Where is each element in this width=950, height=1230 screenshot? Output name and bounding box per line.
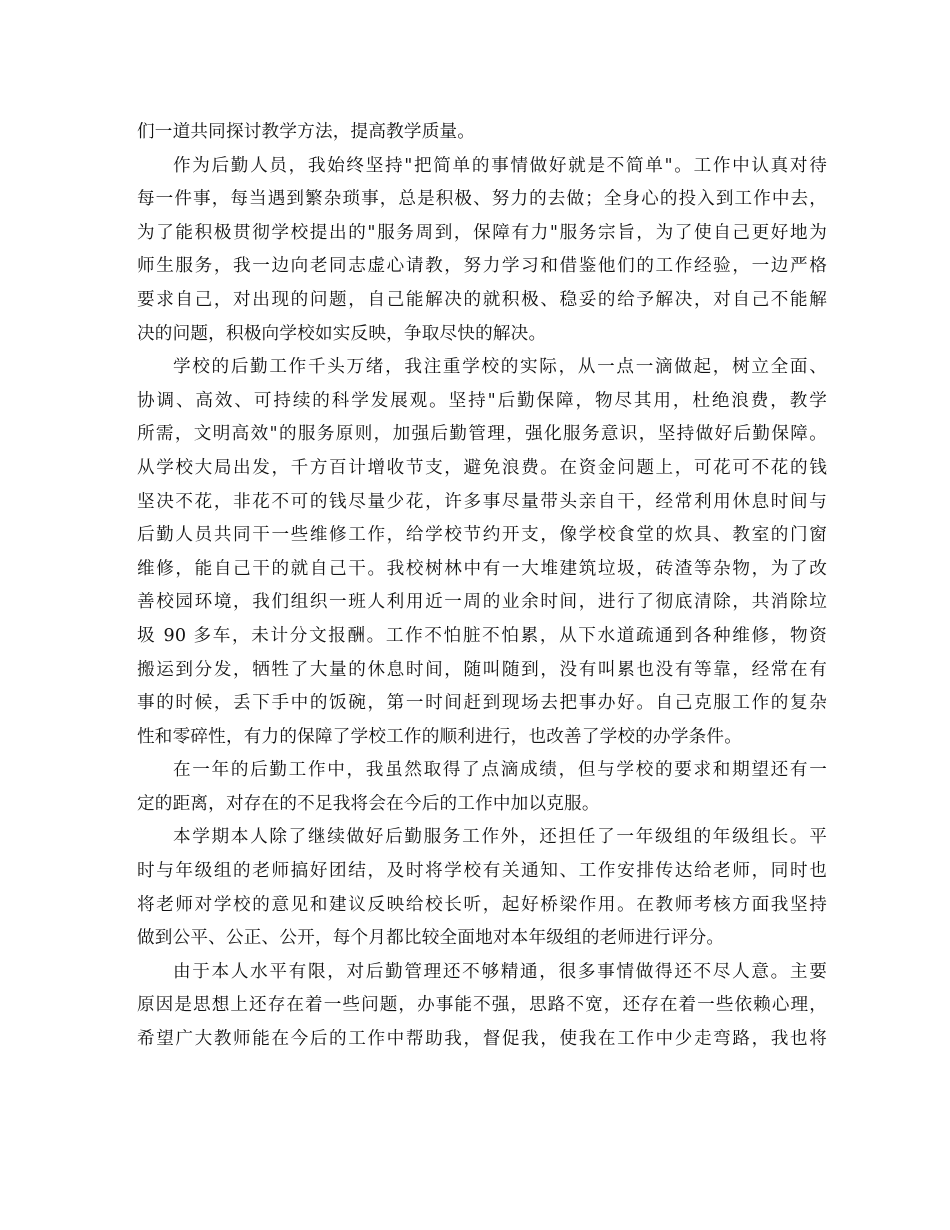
text-line: 从学校大局出发，千方百计增收节支，避免浪费。在资金问题上，可花可不花的钱	[137, 457, 827, 478]
text-line: 学校的后勤工作千头万绪，我注重学校的实际，从一点一滴做起，树立全面、	[173, 357, 827, 378]
text-line: 圾 90 多车，未计分文报酬。工作不怕脏不怕累，从下水道疏通到各种维修，物资	[137, 625, 827, 646]
text-line: 坚决不花，非花不可的钱尽量少花，许多事尽量带头亲自干，经常利用休息时间与	[137, 491, 827, 512]
paragraph	[137, 821, 827, 955]
text-line: 维修，能自己干的就自己干。我校树林中有一大堆建筑垃圾，砖渣等杂物，为了改	[137, 558, 827, 579]
text-line: 原因是思想上还存在着一些问题，办事能不强，思路不宽，还存在着一些依赖心理，	[137, 995, 827, 1016]
text-line: 协调、高效、可持续的科学发展观。坚持"后勤保障，物尽其用，杜绝浪费，教学	[137, 390, 827, 411]
text-line: 希望广大教师能在今后的工作中帮助我，督促我，使我在工作中少走弯路，我也将	[137, 1029, 827, 1050]
paragraph	[137, 116, 827, 150]
text-line: 搬运到分发，牺牲了大量的休息时间，随叫随到，没有叫累也没有等靠，经常在有	[137, 659, 827, 680]
text-line: 们一道共同探讨教学方法，提高教学质量。	[137, 122, 476, 142]
text-line: 后勤人员共同干一些维修工作，给学校节约开支，像学校食堂的炊具、教室的门窗	[137, 525, 827, 546]
text-line: 时与年级组的老师搞好团结，及时将学校有关通知、工作安排传达给老师，同时也	[137, 861, 827, 882]
text-line: 本学期本人除了继续做好后勤服务工作外，还担任了一年级组的年级组长。平	[173, 827, 827, 848]
paragraph	[137, 150, 827, 352]
text-line: 定的距离，对存在的不足我将会在今后的工作中加以克服。	[137, 793, 600, 814]
text-line: 做到公平、公正、公开，每个月都比较全面地对本年级组的老师进行评分。	[137, 928, 725, 949]
text-line: 决的问题，积极向学校如实反映，争取尽快的解决。	[137, 323, 547, 344]
text-line: 善校园环境，我们组织一班人利用近一周的业余时间，进行了彻底清除，共消除垃	[137, 592, 827, 613]
text-line: 师生服务，我一边向老同志虚心请教，努力学习和借鉴他们的工作经验，一边严格	[137, 256, 827, 277]
text-line: 为了能积极贯彻学校提出的"服务周到，保障有力"服务宗旨，为了使自己更好地为	[137, 222, 827, 243]
text-line: 由于本人水平有限，对后勤管理还不够精通，很多事情做得还不尽人意。主要	[173, 961, 827, 982]
paragraph	[137, 351, 827, 754]
document-body	[137, 116, 827, 1057]
text-line: 要求自己，对出现的问题，自己能解决的就积极、稳妥的给予解决，对自己不能解	[137, 289, 827, 310]
text-line: 在一年的后勤工作中，我虽然取得了点滴成绩，但与学校的要求和期望还有一	[173, 760, 827, 781]
text-line: 作为后勤人员，我始终坚持"把简单的事情做好就是不简单"。工作中认真对待	[173, 155, 827, 176]
text-line: 每一件事，每当遇到繁杂琐事，总是积极、努力的去做；全身心的投入到工作中去，	[137, 189, 827, 210]
text-line: 事的时候，丢下手中的饭碗，第一时间赶到现场去把事办好。自己克服工作的复杂	[137, 693, 827, 714]
text-line: 性和零碎性，有力的保障了学校工作的顺利进行，也改善了学校的办学条件。	[137, 726, 742, 747]
text-line: 所需，文明高效"的服务原则，加强后勤管理，强化服务意识，坚持做好后勤保障。	[137, 424, 827, 445]
paragraph	[137, 754, 827, 821]
text-line: 将老师对学校的意见和建议反映给校长听，起好桥梁作用。在教师考核方面我坚持	[137, 894, 827, 915]
paragraph	[137, 956, 827, 1057]
